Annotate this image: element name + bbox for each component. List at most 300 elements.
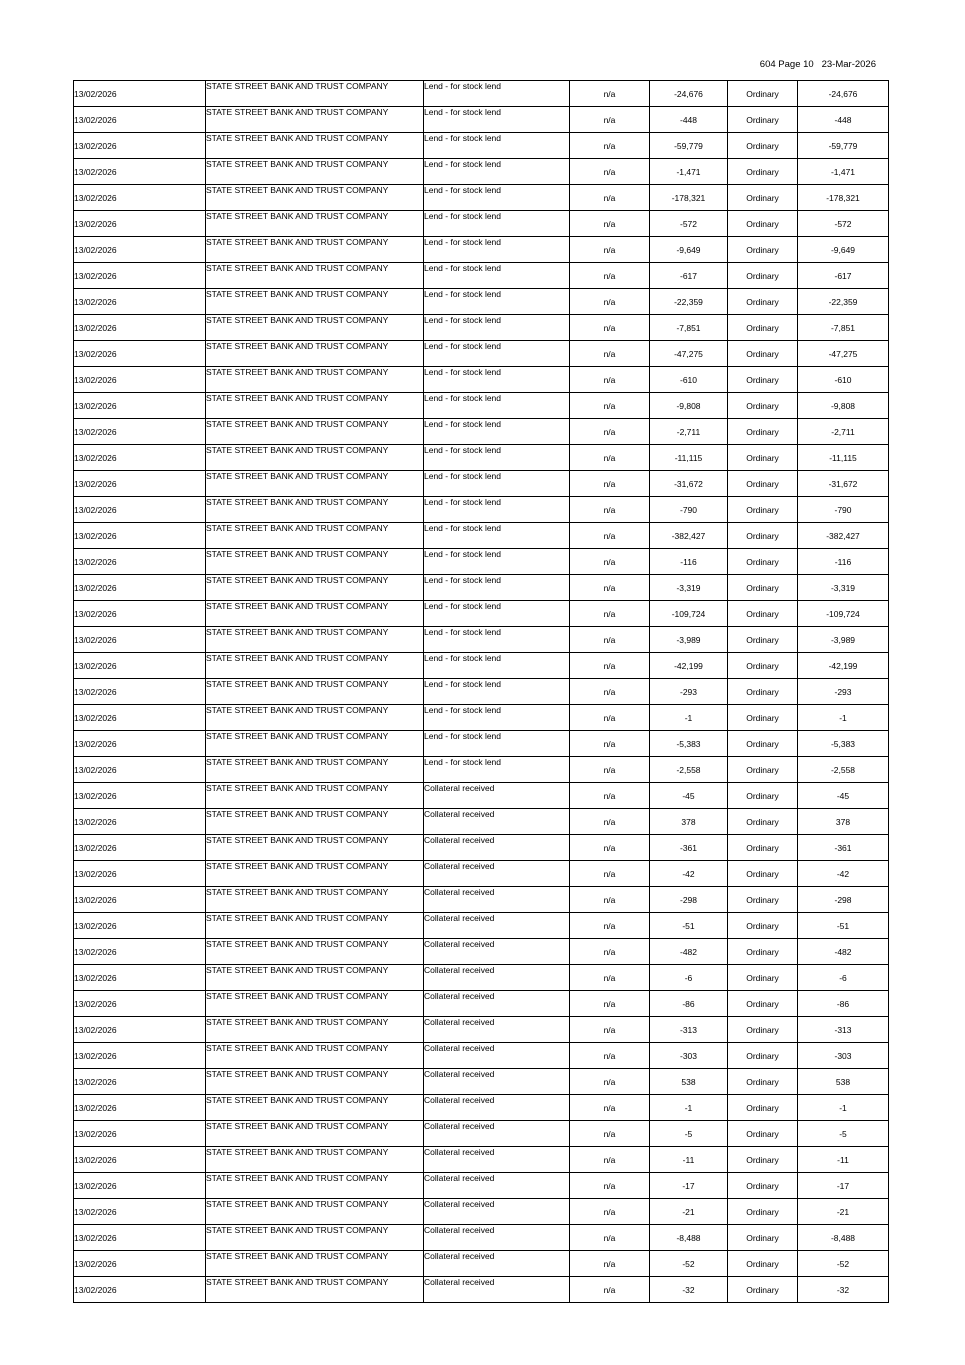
votes-cell: -482 [798,939,889,965]
votes-cell: -298 [798,887,889,913]
person-cell: STATE STREET BANK AND TRUST COMPANY [206,965,424,991]
table-row [74,445,889,471]
class-cell: Ordinary [728,1147,798,1173]
consideration-cell: n/a [570,393,650,419]
nature-of-change-cell: Lend - for stock lend [424,341,570,367]
person-cell: STATE STREET BANK AND TRUST COMPANY [206,159,424,185]
class-cell: Ordinary [728,133,798,159]
date-cell: 13/02/2026 [74,471,206,497]
votes-cell: -572 [798,211,889,237]
nature-of-change-cell: Lend - for stock lend [424,289,570,315]
nature-of-change-cell: Collateral received [424,809,570,835]
votes-cell: -5 [798,1121,889,1147]
table-row [74,1199,889,1225]
votes-cell: -3,989 [798,627,889,653]
date-cell: 13/02/2026 [74,81,206,107]
table-row [74,185,889,211]
consideration-cell: n/a [570,783,650,809]
class-cell: Ordinary [728,289,798,315]
person-cell: STATE STREET BANK AND TRUST COMPANY [206,679,424,705]
person-cell: STATE STREET BANK AND TRUST COMPANY [206,549,424,575]
votes-cell: -31,672 [798,471,889,497]
class-cell: Ordinary [728,445,798,471]
consideration-cell: n/a [570,367,650,393]
votes-cell: -51 [798,913,889,939]
table-row [74,419,889,445]
consideration-cell: n/a [570,575,650,601]
consideration-cell: n/a [570,601,650,627]
table-row [74,1225,889,1251]
table-row [74,705,889,731]
securities-cell: -21 [650,1199,728,1225]
consideration-cell: n/a [570,523,650,549]
date-cell: 13/02/2026 [74,861,206,887]
person-cell: STATE STREET BANK AND TRUST COMPANY [206,887,424,913]
votes-cell: -11,115 [798,445,889,471]
person-cell: STATE STREET BANK AND TRUST COMPANY [206,913,424,939]
securities-cell: -382,427 [650,523,728,549]
date-cell: 13/02/2026 [74,263,206,289]
person-cell: STATE STREET BANK AND TRUST COMPANY [206,1199,424,1225]
table-row [74,601,889,627]
votes-cell: -382,427 [798,523,889,549]
person-cell: STATE STREET BANK AND TRUST COMPANY [206,107,424,133]
date-cell: 13/02/2026 [74,1147,206,1173]
class-cell: Ordinary [728,1173,798,1199]
votes-cell: -9,649 [798,237,889,263]
person-cell: STATE STREET BANK AND TRUST COMPANY [206,705,424,731]
nature-of-change-cell: Lend - for stock lend [424,107,570,133]
date-cell: 13/02/2026 [74,1095,206,1121]
consideration-cell: n/a [570,731,650,757]
consideration-cell: n/a [570,1069,650,1095]
class-cell: Ordinary [728,211,798,237]
votes-cell: -9,808 [798,393,889,419]
transactions-table [73,80,889,1303]
nature-of-change-cell: Collateral received [424,1251,570,1277]
person-cell: STATE STREET BANK AND TRUST COMPANY [206,1173,424,1199]
person-cell: STATE STREET BANK AND TRUST COMPANY [206,315,424,341]
nature-of-change-cell: Collateral received [424,1069,570,1095]
nature-of-change-cell: Lend - for stock lend [424,471,570,497]
table-row [74,1043,889,1069]
nature-of-change-cell: Lend - for stock lend [424,81,570,107]
consideration-cell: n/a [570,1147,650,1173]
class-cell: Ordinary [728,939,798,965]
table-row [74,1277,889,1303]
nature-of-change-cell: Collateral received [424,913,570,939]
nature-of-change-cell: Collateral received [424,1147,570,1173]
nature-of-change-cell: Lend - for stock lend [424,367,570,393]
nature-of-change-cell: Collateral received [424,1199,570,1225]
nature-of-change-cell: Lend - for stock lend [424,497,570,523]
date-cell: 13/02/2026 [74,107,206,133]
votes-cell: -17 [798,1173,889,1199]
table-row [74,211,889,237]
securities-cell: -47,275 [650,341,728,367]
date-cell: 13/02/2026 [74,1277,206,1303]
class-cell: Ordinary [728,1199,798,1225]
nature-of-change-cell: Collateral received [424,861,570,887]
table-row [74,289,889,315]
class-cell: Ordinary [728,783,798,809]
person-cell: STATE STREET BANK AND TRUST COMPANY [206,419,424,445]
nature-of-change-cell: Lend - for stock lend [424,393,570,419]
consideration-cell: n/a [570,653,650,679]
table-row [74,133,889,159]
votes-cell: -24,676 [798,81,889,107]
class-cell: Ordinary [728,159,798,185]
table-row [74,913,889,939]
date-cell: 13/02/2026 [74,133,206,159]
nature-of-change-cell: Lend - for stock lend [424,705,570,731]
person-cell: STATE STREET BANK AND TRUST COMPANY [206,757,424,783]
class-cell: Ordinary [728,991,798,1017]
person-cell: STATE STREET BANK AND TRUST COMPANY [206,497,424,523]
securities-cell: -86 [650,991,728,1017]
table-row [74,575,889,601]
person-cell: STATE STREET BANK AND TRUST COMPANY [206,367,424,393]
votes-cell: -303 [798,1043,889,1069]
nature-of-change-cell: Lend - for stock lend [424,523,570,549]
consideration-cell: n/a [570,1277,650,1303]
securities-cell: -45 [650,783,728,809]
securities-cell: -617 [650,263,728,289]
date-cell: 13/02/2026 [74,341,206,367]
class-cell: Ordinary [728,1225,798,1251]
person-cell: STATE STREET BANK AND TRUST COMPANY [206,809,424,835]
consideration-cell: n/a [570,81,650,107]
table-row [74,757,889,783]
table-row [74,367,889,393]
nature-of-change-cell: Collateral received [424,1017,570,1043]
class-cell: Ordinary [728,185,798,211]
securities-cell: -42 [650,861,728,887]
class-cell: Ordinary [728,549,798,575]
consideration-cell: n/a [570,497,650,523]
table-row [74,679,889,705]
table-row [74,107,889,133]
table-row [74,1251,889,1277]
votes-cell: -178,321 [798,185,889,211]
person-cell: STATE STREET BANK AND TRUST COMPANY [206,81,424,107]
votes-cell: -1 [798,1095,889,1121]
class-cell: Ordinary [728,1121,798,1147]
votes-cell: -610 [798,367,889,393]
class-cell: Ordinary [728,757,798,783]
date-cell: 13/02/2026 [74,315,206,341]
votes-cell: -32 [798,1277,889,1303]
votes-cell: -313 [798,1017,889,1043]
nature-of-change-cell: Lend - for stock lend [424,757,570,783]
date-cell: 13/02/2026 [74,1225,206,1251]
securities-cell: 538 [650,1069,728,1095]
securities-cell: -293 [650,679,728,705]
securities-cell: -572 [650,211,728,237]
date-cell: 13/02/2026 [74,965,206,991]
table-row [74,1069,889,1095]
table-row [74,1095,889,1121]
securities-cell: 378 [650,809,728,835]
nature-of-change-cell: Lend - for stock lend [424,549,570,575]
securities-cell: -1,471 [650,159,728,185]
person-cell: STATE STREET BANK AND TRUST COMPANY [206,471,424,497]
table-row [74,1147,889,1173]
nature-of-change-cell: Lend - for stock lend [424,627,570,653]
date-cell: 13/02/2026 [74,575,206,601]
date-cell: 13/02/2026 [74,757,206,783]
date-cell: 13/02/2026 [74,523,206,549]
nature-of-change-cell: Lend - for stock lend [424,211,570,237]
votes-cell: -6 [798,965,889,991]
securities-cell: -6 [650,965,728,991]
securities-cell: -298 [650,887,728,913]
securities-cell: -790 [650,497,728,523]
date-cell: 13/02/2026 [74,1043,206,1069]
class-cell: Ordinary [728,367,798,393]
person-cell: STATE STREET BANK AND TRUST COMPANY [206,211,424,237]
consideration-cell: n/a [570,1225,650,1251]
votes-cell: -2,711 [798,419,889,445]
date-cell: 13/02/2026 [74,497,206,523]
person-cell: STATE STREET BANK AND TRUST COMPANY [206,1017,424,1043]
class-cell: Ordinary [728,341,798,367]
securities-cell: -1 [650,1095,728,1121]
date-cell: 13/02/2026 [74,237,206,263]
consideration-cell: n/a [570,1173,650,1199]
person-cell: STATE STREET BANK AND TRUST COMPANY [206,575,424,601]
consideration-cell: n/a [570,861,650,887]
date-cell: 13/02/2026 [74,289,206,315]
securities-cell: -8,488 [650,1225,728,1251]
person-cell: STATE STREET BANK AND TRUST COMPANY [206,1147,424,1173]
securities-cell: -2,558 [650,757,728,783]
securities-cell: -109,724 [650,601,728,627]
date-cell: 13/02/2026 [74,809,206,835]
consideration-cell: n/a [570,991,650,1017]
nature-of-change-cell: Collateral received [424,783,570,809]
votes-cell: -3,319 [798,575,889,601]
votes-cell: -22,359 [798,289,889,315]
date-cell: 13/02/2026 [74,835,206,861]
consideration-cell: n/a [570,913,650,939]
consideration-cell: n/a [570,1095,650,1121]
securities-cell: -303 [650,1043,728,1069]
securities-cell: -5 [650,1121,728,1147]
page-header-info: 604 Page 10 23-Mar-2026 [759,59,876,70]
transactions-table-body [74,81,889,1303]
consideration-cell: n/a [570,159,650,185]
table-row [74,393,889,419]
date-cell: 13/02/2026 [74,913,206,939]
date-cell: 13/02/2026 [74,159,206,185]
nature-of-change-cell: Lend - for stock lend [424,237,570,263]
securities-cell: -24,676 [650,81,728,107]
table-row [74,497,889,523]
person-cell: STATE STREET BANK AND TRUST COMPANY [206,991,424,1017]
table-row [74,81,889,107]
table-row [74,653,889,679]
class-cell: Ordinary [728,575,798,601]
person-cell: STATE STREET BANK AND TRUST COMPANY [206,1043,424,1069]
date-cell: 13/02/2026 [74,991,206,1017]
securities-cell: -2,711 [650,419,728,445]
date-cell: 13/02/2026 [74,419,206,445]
consideration-cell: n/a [570,471,650,497]
table-row [74,783,889,809]
person-cell: STATE STREET BANK AND TRUST COMPANY [206,1121,424,1147]
date-cell: 13/02/2026 [74,939,206,965]
person-cell: STATE STREET BANK AND TRUST COMPANY [206,445,424,471]
class-cell: Ordinary [728,419,798,445]
votes-cell: -2,558 [798,757,889,783]
securities-cell: -610 [650,367,728,393]
nature-of-change-cell: Lend - for stock lend [424,575,570,601]
table-row [74,887,889,913]
consideration-cell: n/a [570,445,650,471]
person-cell: STATE STREET BANK AND TRUST COMPANY [206,601,424,627]
class-cell: Ordinary [728,263,798,289]
nature-of-change-cell: Collateral received [424,1043,570,1069]
table-row [74,965,889,991]
nature-of-change-cell: Collateral received [424,1225,570,1251]
securities-cell: -448 [650,107,728,133]
table-row [74,471,889,497]
votes-cell: -21 [798,1199,889,1225]
class-cell: Ordinary [728,965,798,991]
consideration-cell: n/a [570,263,650,289]
person-cell: STATE STREET BANK AND TRUST COMPANY [206,861,424,887]
person-cell: STATE STREET BANK AND TRUST COMPANY [206,1095,424,1121]
person-cell: STATE STREET BANK AND TRUST COMPANY [206,133,424,159]
table-row [74,731,889,757]
class-cell: Ordinary [728,1251,798,1277]
votes-cell: -109,724 [798,601,889,627]
person-cell: STATE STREET BANK AND TRUST COMPANY [206,939,424,965]
votes-cell: -52 [798,1251,889,1277]
consideration-cell: n/a [570,1043,650,1069]
table-row [74,159,889,185]
consideration-cell: n/a [570,1121,650,1147]
person-cell: STATE STREET BANK AND TRUST COMPANY [206,783,424,809]
date-cell: 13/02/2026 [74,185,206,211]
date-cell: 13/02/2026 [74,1121,206,1147]
person-cell: STATE STREET BANK AND TRUST COMPANY [206,289,424,315]
class-cell: Ordinary [728,237,798,263]
class-cell: Ordinary [728,107,798,133]
nature-of-change-cell: Collateral received [424,1121,570,1147]
class-cell: Ordinary [728,1017,798,1043]
nature-of-change-cell: Collateral received [424,939,570,965]
consideration-cell: n/a [570,835,650,861]
class-cell: Ordinary [728,1043,798,1069]
nature-of-change-cell: Lend - for stock lend [424,185,570,211]
date-cell: 13/02/2026 [74,393,206,419]
class-cell: Ordinary [728,705,798,731]
securities-cell: -59,779 [650,133,728,159]
consideration-cell: n/a [570,315,650,341]
class-cell: Ordinary [728,861,798,887]
votes-cell: -1,471 [798,159,889,185]
nature-of-change-cell: Collateral received [424,1095,570,1121]
securities-cell: -361 [650,835,728,861]
table-row [74,835,889,861]
table-row [74,263,889,289]
nature-of-change-cell: Lend - for stock lend [424,315,570,341]
class-cell: Ordinary [728,913,798,939]
securities-cell: -1 [650,705,728,731]
votes-cell: -617 [798,263,889,289]
class-cell: Ordinary [728,315,798,341]
votes-cell: 378 [798,809,889,835]
securities-cell: -178,321 [650,185,728,211]
class-cell: Ordinary [728,81,798,107]
securities-cell: -482 [650,939,728,965]
consideration-cell: n/a [570,809,650,835]
consideration-cell: n/a [570,419,650,445]
nature-of-change-cell: Lend - for stock lend [424,679,570,705]
class-cell: Ordinary [728,393,798,419]
table-row [74,1173,889,1199]
date-cell: 13/02/2026 [74,1173,206,1199]
class-cell: Ordinary [728,627,798,653]
votes-cell: -11 [798,1147,889,1173]
person-cell: STATE STREET BANK AND TRUST COMPANY [206,1225,424,1251]
table-row [74,861,889,887]
consideration-cell: n/a [570,1251,650,1277]
securities-cell: -9,649 [650,237,728,263]
securities-cell: -313 [650,1017,728,1043]
votes-cell: 538 [798,1069,889,1095]
date-cell: 13/02/2026 [74,211,206,237]
table-row [74,939,889,965]
class-cell: Ordinary [728,835,798,861]
person-cell: STATE STREET BANK AND TRUST COMPANY [206,1277,424,1303]
securities-cell: -116 [650,549,728,575]
person-cell: STATE STREET BANK AND TRUST COMPANY [206,835,424,861]
date-cell: 13/02/2026 [74,783,206,809]
consideration-cell: n/a [570,341,650,367]
consideration-cell: n/a [570,211,650,237]
date-cell: 13/02/2026 [74,887,206,913]
consideration-cell: n/a [570,237,650,263]
date-cell: 13/02/2026 [74,1199,206,1225]
date-cell: 13/02/2026 [74,445,206,471]
class-cell: Ordinary [728,523,798,549]
votes-cell: -448 [798,107,889,133]
person-cell: STATE STREET BANK AND TRUST COMPANY [206,1069,424,1095]
votes-cell: -116 [798,549,889,575]
nature-of-change-cell: Collateral received [424,1277,570,1303]
nature-of-change-cell: Lend - for stock lend [424,653,570,679]
consideration-cell: n/a [570,939,650,965]
nature-of-change-cell: Lend - for stock lend [424,419,570,445]
nature-of-change-cell: Lend - for stock lend [424,263,570,289]
nature-of-change-cell: Lend - for stock lend [424,159,570,185]
date-cell: 13/02/2026 [74,679,206,705]
person-cell: STATE STREET BANK AND TRUST COMPANY [206,237,424,263]
votes-cell: -8,488 [798,1225,889,1251]
securities-cell: -3,989 [650,627,728,653]
date-cell: 13/02/2026 [74,601,206,627]
votes-cell: -47,275 [798,341,889,367]
person-cell: STATE STREET BANK AND TRUST COMPANY [206,185,424,211]
securities-cell: -42,199 [650,653,728,679]
person-cell: STATE STREET BANK AND TRUST COMPANY [206,731,424,757]
class-cell: Ordinary [728,601,798,627]
class-cell: Ordinary [728,1095,798,1121]
person-cell: STATE STREET BANK AND TRUST COMPANY [206,393,424,419]
